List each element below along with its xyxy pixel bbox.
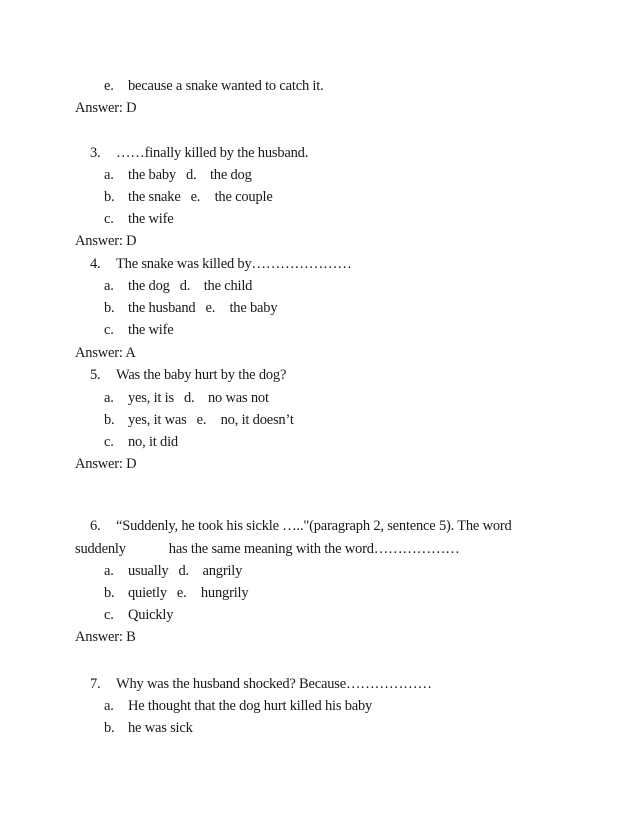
question-text: “Suddenly, he took his sickle ….."(paragraph 2, sentence 5). The word xyxy=(116,518,512,534)
option-text: he was sick xyxy=(128,720,193,736)
option-row xyxy=(104,433,178,451)
answer-line: Answer: B xyxy=(75,629,136,645)
option-letter: b. xyxy=(104,720,115,736)
option-letter: e. xyxy=(190,189,201,205)
option-row xyxy=(104,606,173,624)
option-row xyxy=(104,321,174,339)
option-row xyxy=(104,299,277,317)
question-number: 6. xyxy=(90,518,101,534)
option-text: the dog xyxy=(209,167,252,183)
option-row xyxy=(104,210,174,228)
question-6 xyxy=(90,517,512,535)
option-letter: a. xyxy=(104,390,114,406)
option-text: the wife xyxy=(128,322,174,338)
option-letter: c. xyxy=(104,322,114,338)
option-letter: e. xyxy=(104,78,114,94)
question-text: suddenly xyxy=(75,541,126,557)
option-letter: d. xyxy=(183,390,195,406)
option-row xyxy=(104,562,242,580)
option-text: yes, it was xyxy=(128,412,187,428)
option-row xyxy=(104,277,252,295)
question-7 xyxy=(90,675,432,693)
answer-line: Answer: A xyxy=(75,345,136,361)
option-row xyxy=(104,697,372,715)
option-text: quietly xyxy=(128,585,167,601)
question-number: 5. xyxy=(90,367,101,383)
option-text: no, it did xyxy=(128,434,178,450)
option-letter: b. xyxy=(104,189,115,205)
option-row xyxy=(104,166,252,184)
option-text: the baby xyxy=(229,300,278,316)
option-text: the wife xyxy=(128,211,174,227)
option-letter: e. xyxy=(176,585,187,601)
option-text: the baby xyxy=(128,167,176,183)
question-number: 7. xyxy=(90,676,101,692)
option-letter: a. xyxy=(104,167,114,183)
answer-line: Answer: D xyxy=(75,233,137,249)
question-text: The snake was killed by………………… xyxy=(116,256,352,272)
option-text: no was not xyxy=(207,390,269,406)
option-letter: c. xyxy=(104,434,114,450)
option-row xyxy=(104,188,273,206)
option-text: the snake xyxy=(128,189,181,205)
option-letter: c. xyxy=(104,211,114,227)
question-text: Why was the husband shocked? Because……………… xyxy=(116,676,432,692)
option-letter: a. xyxy=(104,278,114,294)
question-text: has the same meaning with the word……………… xyxy=(168,541,460,557)
option-text: Quickly xyxy=(128,607,174,623)
option-text: no, it doesn’t xyxy=(220,412,294,428)
option-letter: e. xyxy=(196,412,207,428)
option-letter: d. xyxy=(179,278,191,294)
option-row xyxy=(104,411,294,429)
answer-line: Answer: D xyxy=(75,456,137,472)
option-letter: d. xyxy=(178,563,189,579)
option-text: hungrily xyxy=(200,585,249,601)
question-text: Was the baby hurt by the dog? xyxy=(116,367,287,383)
question-text-continued xyxy=(75,540,460,558)
option-text: angrily xyxy=(202,563,243,579)
option-letter: a. xyxy=(104,563,114,579)
option-text: the couple xyxy=(214,189,273,205)
option-text: the dog xyxy=(128,278,170,294)
option-row xyxy=(104,77,324,95)
option-text: the child xyxy=(203,278,253,294)
option-row xyxy=(104,719,193,737)
option-text: He thought that the dog hurt killed his baby xyxy=(128,698,373,714)
option-text: usually xyxy=(128,563,169,579)
question-5 xyxy=(90,366,286,384)
option-letter: b. xyxy=(104,412,115,428)
option-letter: d. xyxy=(185,167,197,183)
option-letter: c. xyxy=(104,607,114,623)
option-letter: a. xyxy=(104,698,114,714)
option-row xyxy=(104,584,248,602)
question-number: 4. xyxy=(90,256,101,272)
option-text: because a snake wanted to catch it. xyxy=(128,78,324,94)
option-text: the husband xyxy=(128,300,196,316)
option-letter: b. xyxy=(104,585,115,601)
question-4 xyxy=(90,255,352,273)
option-text: yes, it is xyxy=(128,390,174,406)
option-letter: b. xyxy=(104,300,115,316)
question-number: 3. xyxy=(90,145,101,161)
option-row xyxy=(104,389,269,407)
question-text: ……finally killed by the husband. xyxy=(116,145,309,161)
option-letter: e. xyxy=(205,300,216,316)
answer-line: Answer: D xyxy=(75,100,137,116)
question-3 xyxy=(90,144,308,162)
